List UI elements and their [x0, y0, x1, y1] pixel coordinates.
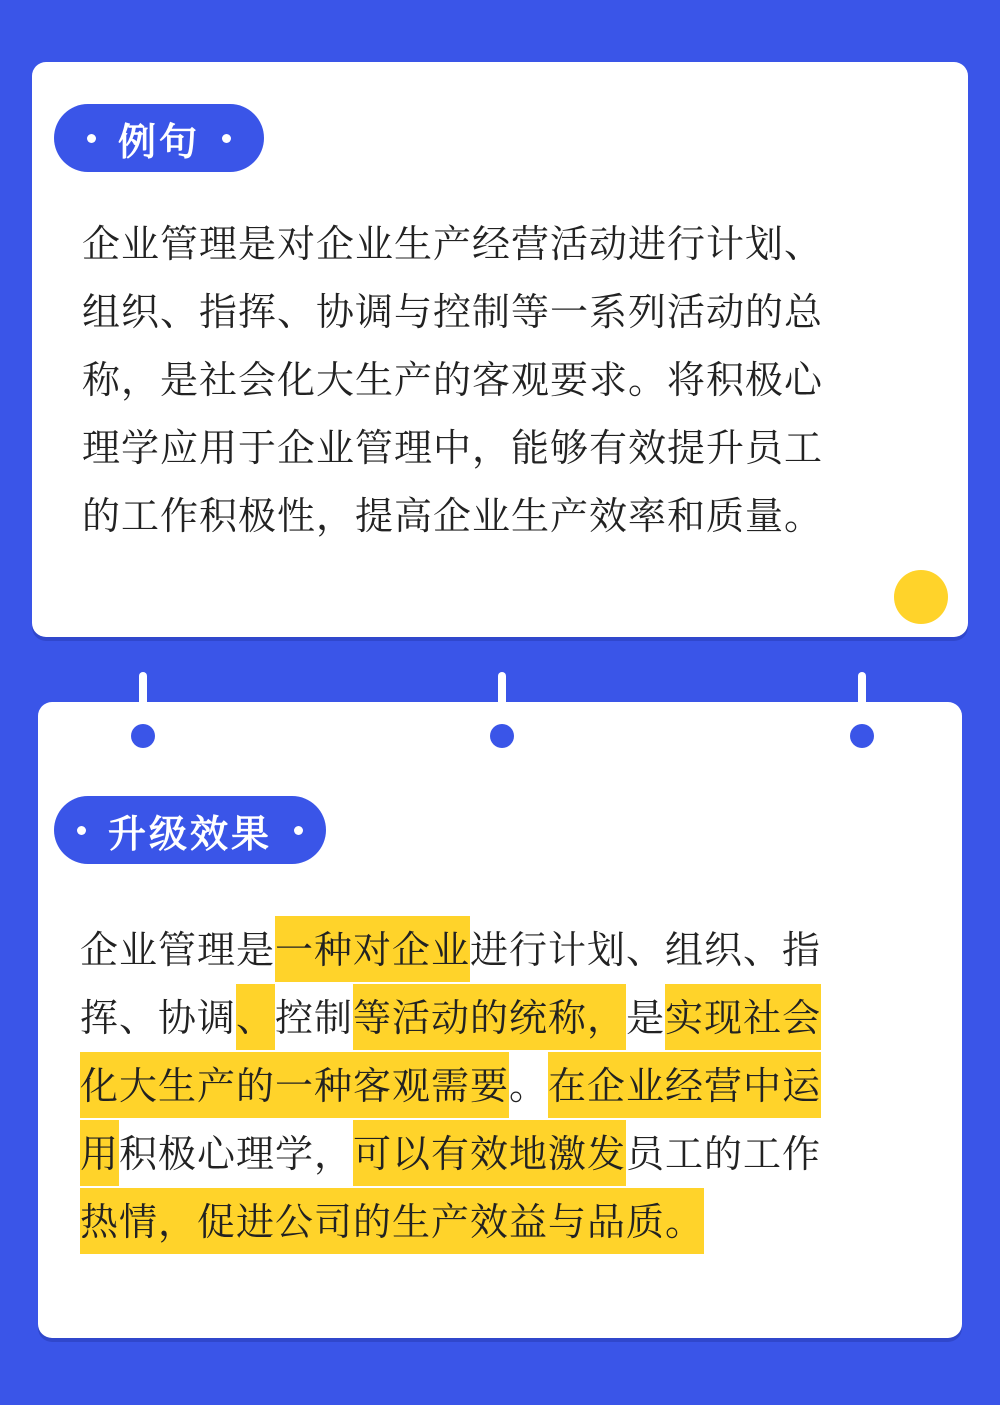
- highlighted-phrase: 可以有效地激发: [353, 1120, 626, 1186]
- upgraded-line: [80, 1120, 922, 1188]
- example-title: 例句: [117, 119, 200, 164]
- highlighted-phrase: 实现社会: [665, 984, 821, 1050]
- upgraded-title-badge: [54, 796, 326, 864]
- plain-phrase: 是: [626, 996, 666, 1040]
- plain-phrase: 。: [509, 1064, 549, 1108]
- highlighted-phrase: 一种对企业: [275, 916, 470, 982]
- bullet-dot-icon: [222, 134, 231, 143]
- binder-ring-icon: [130, 672, 156, 750]
- example-line: 称，是社会化大生产的客观要求。将积极心: [82, 358, 824, 402]
- yellow-circle-decoration: [894, 570, 948, 624]
- plain-phrase: 企业管理是: [80, 928, 276, 972]
- upgraded-card: [38, 702, 962, 1338]
- highlighted-phrase: 等活动的统称，: [353, 984, 626, 1050]
- plain-phrase: 进行计划、组织、指: [470, 928, 822, 972]
- upgraded-text: [80, 916, 922, 1256]
- highlighted-phrase: 化大生产的一种客观需要: [80, 1052, 509, 1118]
- bullet-dot-icon: [294, 826, 303, 835]
- upgraded-line: [80, 1052, 922, 1120]
- highlighted-phrase: 、: [236, 984, 275, 1050]
- example-card: [32, 62, 968, 637]
- plain-phrase: 员工的工作: [626, 1132, 822, 1176]
- highlighted-phrase: 用: [80, 1120, 119, 1186]
- highlighted-phrase: 在企业经营中运: [548, 1052, 821, 1118]
- plain-phrase: 控制: [275, 996, 354, 1040]
- upgraded-line: [80, 1188, 922, 1256]
- binder-ring-icon: [489, 672, 515, 750]
- example-title-badge: [54, 104, 264, 172]
- upgraded-line: [80, 916, 922, 984]
- example-line: 企业管理是对企业生产经营活动进行计划、: [82, 222, 824, 266]
- bullet-dot-icon: [77, 826, 86, 835]
- plain-phrase: 挥、协调: [80, 996, 237, 1040]
- upgraded-title: 升级效果: [107, 811, 272, 856]
- plain-phrase: 积极心理学，: [119, 1132, 354, 1176]
- highlighted-phrase: 热情，促进公司的生产效益与品质。: [80, 1188, 704, 1254]
- example-line: 的工作积极性，提高企业生产效率和质量。: [82, 494, 824, 538]
- example-text: [82, 210, 922, 550]
- binder-ring-icon: [849, 672, 875, 750]
- example-line: 理学应用于企业管理中，能够有效提升员工: [82, 426, 824, 470]
- upgraded-line: [80, 984, 922, 1052]
- bullet-dot-icon: [87, 134, 96, 143]
- example-line: 组织、指挥、协调与控制等一系列活动的总: [82, 290, 824, 334]
